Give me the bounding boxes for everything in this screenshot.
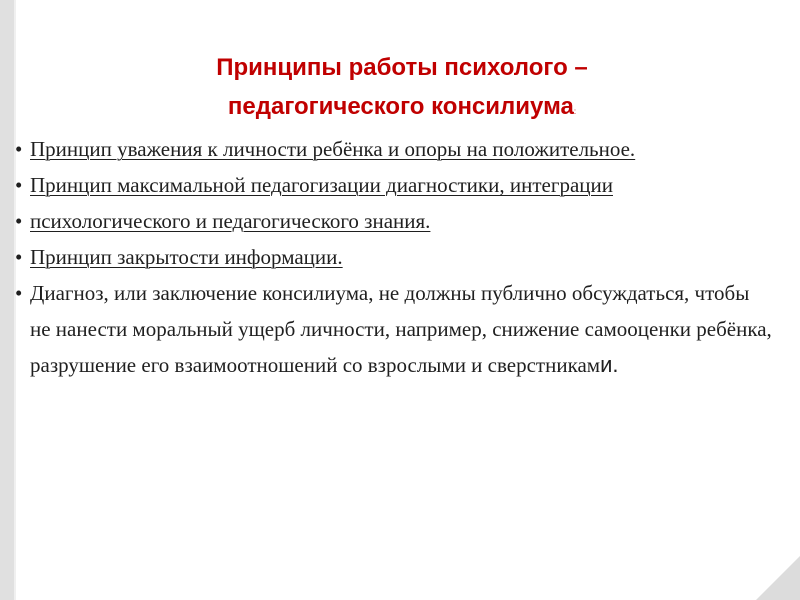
title-line-2: [92, 87, 712, 131]
slide-title: [92, 48, 712, 131]
bullet-text: психологического и педагогического знания.: [30, 209, 431, 233]
bullet-text: Принцип максимальной педагогизации диагностики, интеграции: [30, 173, 613, 197]
bullet-text: Принцип закрытости информации.: [30, 245, 343, 269]
title-line-1: Принципы работы психолого –: [216, 54, 588, 81]
bullet-item-diagnosis: [14, 275, 774, 383]
bullet-item-respect: [14, 131, 774, 167]
bullet-text: Диагноз, или заключение консилиума, не должны публично обсуждаться, чтобы не нанести моральный ущерб личности, например, снижение самооценки ребёнка, разрушение его взаимоотношений со взрослыми и сверстникам: [30, 281, 772, 377]
left-accent-bar: [0, 0, 14, 600]
corner-fold: [756, 556, 800, 600]
bullet-text: Принцип уважения к личности ребёнка и опоры на положительное.: [30, 137, 636, 161]
bullet-list: [14, 131, 774, 383]
bullet-text-tail: и.: [600, 352, 619, 377]
bullet-item-pedagogization: [14, 167, 774, 203]
title-colon: :: [573, 107, 577, 116]
bullet-item-knowledge: [14, 203, 774, 239]
title-line-2-text: педагогического консилиума: [227, 93, 574, 120]
bullet-item-confidentiality: [14, 239, 774, 275]
